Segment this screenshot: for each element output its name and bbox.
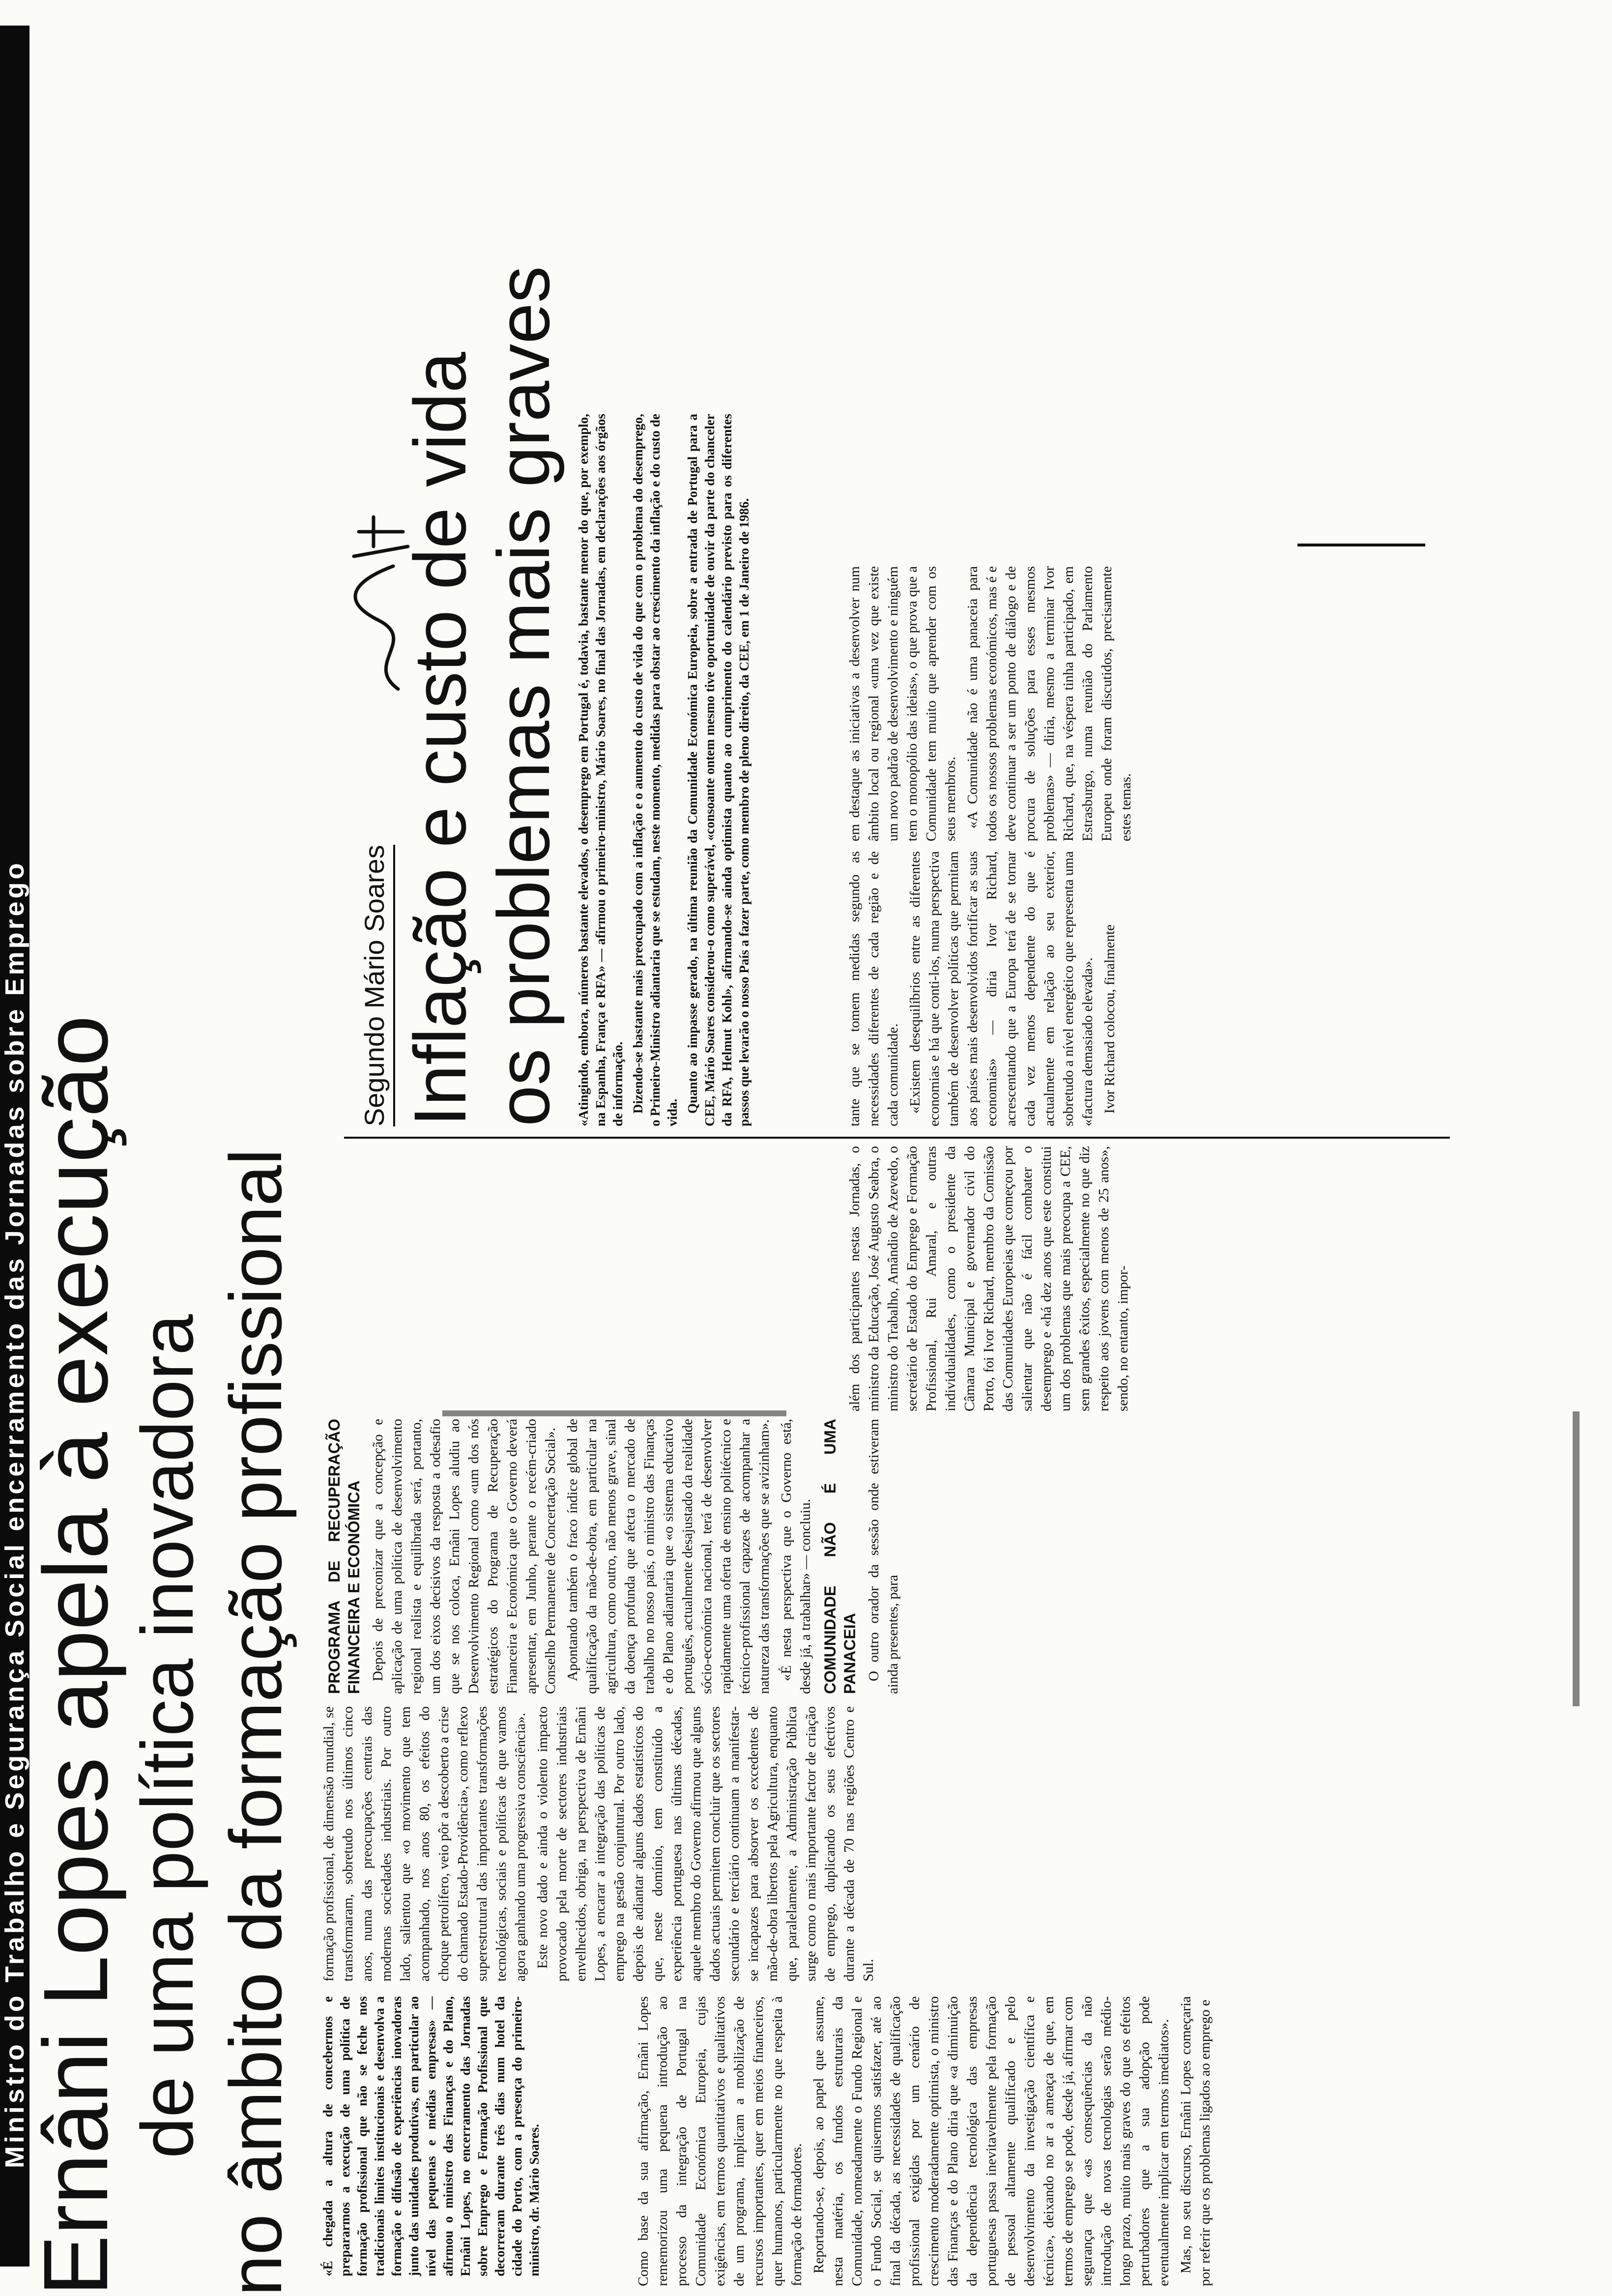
paragraph: «A Comunidade não é uma panaceia para todos os nossos problemas económicos, mas é e deve continuar a ser um ponto de diálogo e de procura de soluções para esses mesmos problemas» — diria, mesmo a terminar Ivor Richard, que, na véspera tinha participado, em Estrasburgo, numa reunião do Parlamento Europeu onde foram discutidos, precisamente estes temas.: [965, 566, 1134, 841]
photocopy-noise: [442, 1410, 786, 1416]
paragraph: Mas, no seu discurso, Ernâni Lopes começaria por referir que os problemas ligados ao emprego e: [1178, 1996, 1213, 2286]
paragraph: «Atingindo, embora, números bastante elevados, o desemprego em Portugal é, todavia, bastante menor do que, por exemplo, na Espanha, França e RFA» — afirmou o primeiro-ministro, Mário Soares, no final das Jornadas, em declarações aos órgãos de informação.: [576, 414, 625, 1126]
paragraph: Depois de preconizar que a concepção e aplicação de uma política de desenvolvimento regional realista e equilibrada será, portanto, um dos eixos decisivos da resposta a odesafio que se nos coloca, Ernâni Lopes aludiu ao Desenvolvimento Regional como «um dos nós estratégicos do Programa de Recuperação Financeira e Económica que o Governo deverá apresentar, em Junho, perante o recém-criado Conselho Permanente de Concertação Social».: [370, 1419, 558, 1694]
paragraph: Ivor Richard colocou, finalmente: [1102, 924, 1118, 1114]
paragraph: «Existem desequilíbrios entre as diferentes economias e há que conti-los, numa perspectiva também de desenvolver políticas que permitam aos países mais desenvolvidos fortificar as suas economias» — diria Ivor Richard, acrescentando que a Europa terá de se tornar cada vez menos dependente do que é actualmente em relação ao seu exterior, sobretudo a nível energético que representa uma «factura demasiado elevada».: [907, 851, 1095, 1126]
paragraph: Este novo dado e ainda o violento impacto provocado pela morte de sectores industriais envelhecidos, obriga, na perspectiva de Ernâni Lopes, a encarar a integração das políticas de emprego na gestão conjuntural. Por outro lado, depois de adiantar alguns dados estatísticos do que, neste domínio, tem constituído a experiência portuguesa nas últimas décadas, aquele membro do Governo afirmou que alguns dados actuais permitem concluir que os sectores secundário e terciário continuam a manifestar-se incapazes para absorver os excedentes de mão-de-obra libertos pela Agricultura, enquanto que, paralelamente, a Administração Pública surge como o mais importante factor de criação de emprego, duplicando os seus efectivos durante a década de 70 nas regiões Centro e Sul.: [535, 1706, 876, 1981]
column-rule: [344, 1137, 1450, 1139]
paragraph: além dos participantes nestas Jornadas, o ministro da Educação, José Augusto Seabra, o ministro do Trabalho, Amândio de Azevedo, o secretário de Estado do Emprego e Formação Profissional, Rui Amaral, e outras individualidades, como o presidente da Câmara Municipal e governador civil do Porto, foi Ivor Richard, membro da Comissão das Comunidades Europeias que começou por salientar que não é fácil combater o desemprego e «há dez anos que este constitui um dos problemas que mais preocupa a CEE, sem grandes êxitos, especialmente no que diz respeito aos jovens com menos de 25 anos», sendo, no entanto, impor-: [847, 1146, 1131, 1411]
subhead-programa: PROGRAMA DE RECUPERAÇÃO FINANCEIRA E ECONÓMICA: [325, 1419, 363, 1694]
paragraph: em destaque as iniciativas a desenvolver num âmbito local ou regional «uma vez que existe um novo padrão de desenvolvimento e ninguém tem o monopólio das ideias», o que prova que a Comunidade tem muito que aprender com os seus membros.: [847, 566, 958, 841]
paragraph: Reportando-se, depois, ao papel que assume, nesta matéria, os fundos estruturais da Comunidade, nomeadamente o Fundo Regional e o Fundo Social, se quisermos satisfazer, até ao final da década, as necessidades de qualificação profissional exigidas por um cenário de crescimento moderadamente optimista, o ministro das Finanças e do Plano diria que «a diminuição da dependência tecnológica das empresas portuguesas passa inevitavelmente pela formação de pessoal altamente qualificado e pelo desenvolvimento da investigação científica e técnica», deixando no ar a ameaça de que, em termos de emprego se pode, desde já, afirmar com segurança que «as consequências da não introdução de novas tecnologias serão médio-longo prazo, muito mais graves do que os efeitos perturbadores que a sua adopção pode eventualmente implicar em termos imediatos».: [811, 1996, 1172, 2286]
main-article-column-2: [319, 1706, 1597, 1981]
main-article-column-4: [845, 1146, 1435, 1411]
subhead-comunidade: COMUNIDADE NÃO É UMA PANACEIA: [821, 1419, 859, 1694]
lead-text: «É chegada a altura de concebermos e prepararmos a execução de uma política de formação profissional que não se feche nos tradicionais limites institucionais e desenvolva a formação e difusão de experiências inovadoras junto das unidades produtivas, em particular ao nível das pequenas e médias empresas» — afirmou o ministro das Finanças e do Plano, Ernâni Lopes, no encerramento das Jornadas sobre Emprego e Formação Profissional que decorreram durante três dias num hotel da cidade do Porto, com a presença do primeiro-ministro, dr. Mário Soares.: [320, 1996, 542, 2276]
paragraph: tante que se tomem medidas segundo as necessidades diferentes de cada região e de cada comunidade.: [847, 851, 901, 1126]
paragraph: «É nesta perspectiva que o Governo está, desde já, a trabalhar» — concluiu.: [778, 1419, 813, 1694]
handwritten-annotation: [344, 507, 418, 694]
paragraph: formação profissional, de dimensão mundial, se transformaram, sobretudo nos últimos cinco anos, numa das preocupações centrais das modernas sociedades industriais. Por outro lado, salientou que «o movimento que tem acompanhado, nos anos 80, os efeitos do choque petrolífero, veio pôr a descoberto a crise do chamado Estado-Providência», como reflexo superestrutural das importantes transformações tecnológicas, sociais e políticas de que vamos agora ganhando uma progressiva consciência».: [321, 1706, 528, 1981]
paragraph: O outro orador da sessão onde estiveram ainda presentes, para: [866, 1419, 901, 1694]
side-article-kicker: Segundo Mário Soares: [359, 845, 395, 1126]
main-article-lead: [319, 1996, 624, 2276]
main-headline-line-3: no âmbito da formação profissional: [214, 1148, 297, 2296]
main-headline-line-2: de uma política inovadora: [126, 1314, 208, 2158]
main-headline-line-1: Ernâni Lopes apela à execução: [25, 1015, 127, 2296]
main-article-column-3: [319, 1419, 1597, 1694]
paragraph: Dizendo-se bastante mais preocupado com a inflação e o aumento do custo de vida do que com o problema do desemprego, o Primeiro-Ministro adiantaria que se estudam, neste momento, medidas para obstar ao crescimento da inflação e do custo de vida.: [631, 414, 680, 1126]
main-article-column-1: [634, 1996, 1597, 2286]
side-article-column-1: [845, 851, 1435, 1126]
paragraph: Quanto ao impasse gerado, na última reunião da Comunidade Económica Europeia, sobre a entrada de Portugal para a CEE, Mário Soares considerou-o como superável, «consoante ontem mesmo tive oportunidade de ouvir da parte do chanceler da RFA, Helmut Kohl», afirmando-se ainda optimista quanto ao cumprimento do calendário previsto para os diferentes passos que levarão o nosso País a fazer parte, como membro de pleno direito, da CEE, em 1 de Janeiro de 1986.: [685, 414, 751, 1126]
side-article-column-2: [845, 566, 1435, 841]
paragraph: Como base da sua afirmação, Ernâni Lopes rememorizou uma pequena introdução ao processo da integração de Portugal na Comunidade Económica Europeia, cujas exigências, em termos quantitativos e qualitativos de um programa, implicam a mobilização de recursos importantes, quer em meios financeiros, quer humanos, particularmente no que respeita à formação de formadores.: [635, 1996, 805, 2286]
side-article-headline-1: Inflação e custo de vida: [399, 351, 481, 1126]
masthead-banner: Ministro do Trabalho e Segurança Social encerramento das Jornadas sobre Emprego: [0, 26, 29, 2267]
side-article-headline-2: os problemas mais graves: [482, 266, 565, 1126]
photocopy-noise: [1573, 1411, 1580, 1706]
clipping-edge: [1297, 544, 1425, 546]
side-article-lead: [575, 414, 850, 1126]
paragraph: Apontando também o fraco índice global de qualificação da mão-de-obra, em particular na agricultura, como outro, não menos grave, sinal da doença profunda que afecta o mercado de trabalho no nosso país, o ministro das Finanças e do Plano adiantaria que «o sistema educativo português, actualmente desajustado da realidade sócio-económica nacional, terá de desenvolver rapidamente uma oferta de ensino politécnico e técnico-profissional capazes de acompanhar a natureza das transformações que se avizinham».: [565, 1419, 772, 1694]
